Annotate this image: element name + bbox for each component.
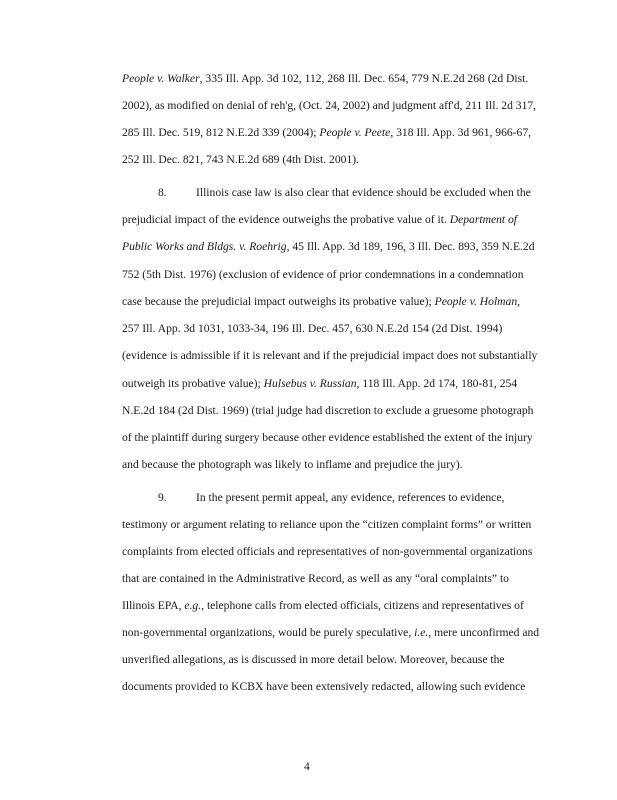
- text-line: [122, 240, 535, 254]
- text-line: [122, 653, 505, 667]
- text-segment: complaints from elected officials and representatives of non-governmental organizations: [122, 545, 533, 558]
- text-segment: , 118 Ill. App. 2d 174, 180-81, 254: [356, 377, 518, 390]
- text-segment: Illinois case law is also clear that evidence should be excluded when the: [196, 186, 531, 199]
- page-number: 4: [304, 760, 310, 773]
- text-line: [122, 458, 463, 472]
- text-line: [122, 599, 524, 613]
- text-segment: Illinois EPA,: [122, 599, 185, 612]
- text-line: [122, 295, 520, 309]
- text-line: [122, 322, 502, 336]
- text-segment: and because the photograph was likely to inflame and prejudice the jury).: [122, 458, 463, 471]
- citation-italic: Hulsebus v. Russian: [263, 377, 357, 390]
- text-line: [196, 491, 504, 505]
- text-segment: , 318 Ill. App. 3d 961, 966-67,: [390, 126, 532, 139]
- citation-italic: Department of: [449, 213, 518, 226]
- citation-italic: e.g.: [184, 599, 202, 612]
- text-line: [122, 545, 532, 559]
- text-segment: 252 Ill. Dec. 821, 743 N.E.2d 689 (4th Dist. 2001).: [122, 153, 360, 166]
- text-line: [122, 626, 539, 640]
- text-segment: 257 Ill. App. 3d 1031, 1033-34, 196 Ill. Dec. 457, 630 N.E.2d 154 (2d Dist. 1994): [122, 322, 503, 335]
- text-segment: 285 Ill. Dec. 519, 812 N.E.2d 339 (2004);: [122, 126, 320, 139]
- citation-italic: Public Works and Bldgs. v. Roehrig: [122, 240, 287, 253]
- text-segment: prejudicial impact of the evidence outweighs the probative value of it.: [122, 213, 450, 226]
- citation-italic: People v. Peete: [319, 126, 391, 139]
- text-line: [122, 153, 359, 167]
- text-segment: N.E.2d 184 (2d Dist. 1969) (trial judge had discretion to exclude a gruesome photograph: [122, 404, 534, 417]
- text-line: [122, 377, 517, 391]
- text-line: [122, 572, 509, 586]
- text-segment: ,: [517, 295, 521, 308]
- text-segment: case because the prejudicial impact outweighs its probative value);: [122, 295, 435, 308]
- text-line: [122, 126, 531, 140]
- paragraph-number: 8.: [158, 186, 167, 199]
- text-line: [122, 99, 536, 113]
- text-segment: 2002), as modified on denial of reh'g, (Oct. 24, 2002) and judgment aff'd, 211 Ill. 2d 317,: [122, 99, 537, 112]
- paragraph-number: 9.: [158, 491, 167, 504]
- text-line: [122, 72, 528, 86]
- text-segment: , 335 Ill. App. 3d 102, 112, 268 Ill. Dec. 654, 779 N.E.2d 268 (2d Dist.: [199, 72, 529, 85]
- text-segment: In the present permit appeal, any evidence, references to evidence,: [196, 491, 505, 504]
- citation-italic: People v. Walker: [122, 72, 200, 85]
- citation-italic: i.e.: [414, 626, 429, 639]
- text-segment: outweigh its probative value);: [122, 377, 264, 390]
- text-line: [122, 518, 531, 532]
- text-line: [122, 268, 524, 282]
- text-segment: (evidence is admissible if it is relevant and if the prejudicial impact does not substantially: [122, 349, 538, 362]
- text-line: [122, 431, 533, 445]
- text-segment: unverified allegations, as is discussed in more detail below. Moreover, because the: [122, 653, 505, 666]
- text-segment: testimony or argument relating to reliance upon the “citizen complaint forms” or written: [122, 518, 532, 531]
- text-line: [122, 404, 533, 418]
- text-line: [122, 213, 517, 227]
- text-segment: non-governmental organizations, would be purely speculative,: [122, 626, 415, 639]
- text-line: [122, 680, 525, 694]
- text-segment: , 45 Ill. App. 3d 189, 196, 3 Ill. Dec. 893, 359 N.E.2d: [286, 240, 535, 253]
- text-line: [122, 349, 537, 363]
- text-segment: documents provided to KCBX have been extensively redacted, allowing such evidence: [122, 680, 526, 693]
- text-segment: of the plaintiff during surgery because other evidence established the extent of the injury: [122, 431, 533, 444]
- text-segment: , telephone calls from elected officials, citizens and representatives of: [201, 599, 524, 612]
- text-segment: that are contained in the Administrative Record, as well as any “oral complaints” to: [122, 572, 509, 585]
- citation-italic: People v. Holman: [434, 295, 518, 308]
- text-segment: , mere unconfirmed and: [428, 626, 540, 639]
- text-segment: 752 (5th Dist. 1976) (exclusion of evidence of prior condemnations in a condemnation: [122, 268, 524, 281]
- text-line: [196, 186, 531, 200]
